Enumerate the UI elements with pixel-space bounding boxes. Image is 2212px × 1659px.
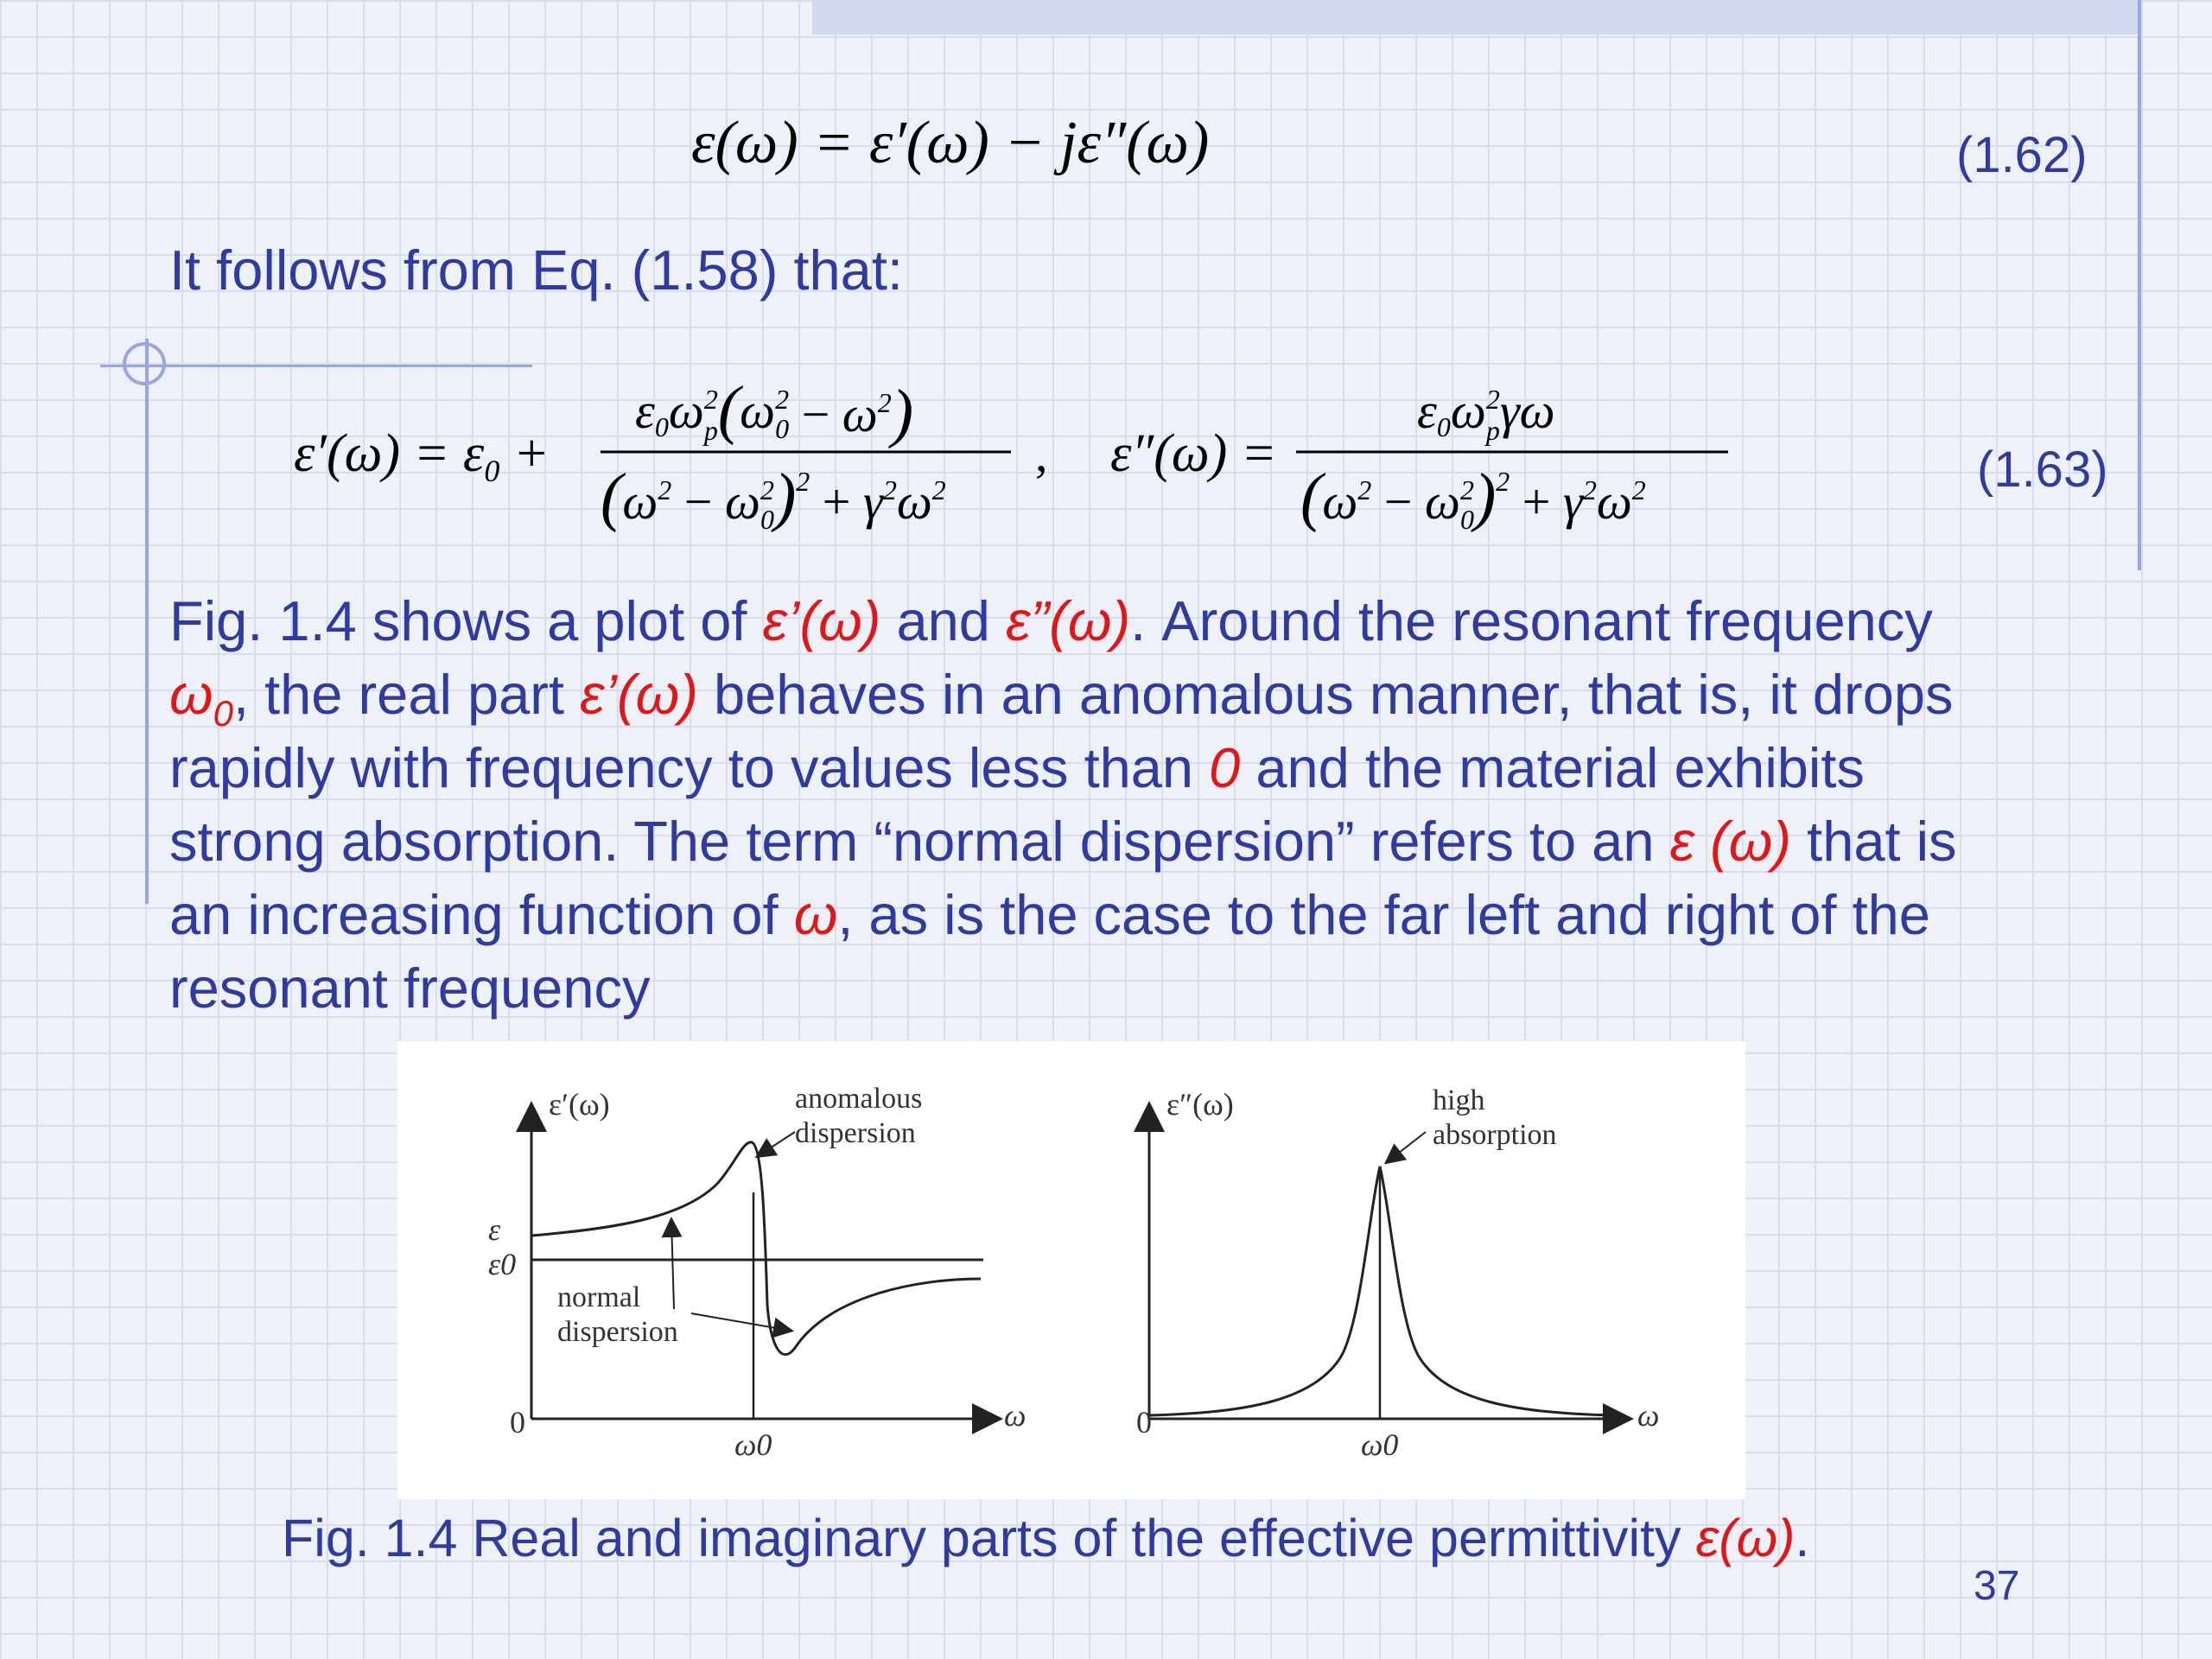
svg-text:(ω2 − ω20)2 + γ2ω2: ($\omega^2 - \omega^2$ $0)^2 + \gamma^2\omega^2$ <box>601 461 946 535</box>
svg-text:(ω2 − ω20)2 + γ2ω2: ($\omega^2 - \omega^2$ $0)^2 + \gamma^2\omega^2$ <box>1300 461 1646 535</box>
right-decor-line <box>2138 0 2141 570</box>
real-part-plot <box>467 1080 1071 1478</box>
text-run: that is <box>1791 810 1957 873</box>
x-axis-label: ω <box>1004 1398 1027 1433</box>
eps0-tick: ε0 <box>488 1247 517 1281</box>
equation-1-63 <box>294 350 1763 549</box>
eps-tick: ε <box>488 1212 501 1247</box>
page-number: 37 <box>1974 1563 2020 1609</box>
y-axis-label: ε″(ω) <box>1166 1087 1234 1122</box>
text-run: rapidly with frequency to values less than <box>169 736 1210 799</box>
equation-number-1-63: (1.63) <box>1977 442 2108 498</box>
math-term: ε (ω) <box>1669 810 1792 873</box>
normal-dispersion-label: dispersion <box>557 1316 678 1348</box>
math-term: ε”(ω) <box>1005 589 1131 652</box>
text-run: , the real part <box>232 663 581 726</box>
x-axis-label: ω <box>1637 1398 1660 1433</box>
math-term: ω <box>169 663 213 726</box>
paragraph-line <box>169 731 1865 804</box>
paragraph-line <box>169 951 650 1025</box>
text-run: an increasing function of <box>169 883 794 946</box>
y-axis-label: ε′(ω) <box>549 1087 610 1122</box>
omega0-tick: ω0 <box>1361 1427 1399 1462</box>
caption-text: . <box>1795 1509 1810 1567</box>
text-run: , as is the case to the far left and right of the <box>837 883 1930 946</box>
math-term: 0 <box>1209 736 1241 799</box>
absorption-label: absorption <box>1433 1119 1557 1151</box>
paragraph-line <box>169 878 1930 951</box>
svg-text:ε′(ω) = ε0 +: ε′(ω) = ε0 + <box>294 424 550 488</box>
paragraph-line <box>169 584 1933 658</box>
anomalous-arrow <box>758 1132 795 1156</box>
figure-caption <box>282 1502 1809 1575</box>
caption-math-term: ε(ω) <box>1695 1509 1796 1567</box>
svg-text:ε″(ω) =: ε″(ω) = <box>1110 424 1277 483</box>
text-run: and <box>880 589 1006 652</box>
math-term: ε’(ω) <box>762 589 881 652</box>
normal-dispersion-arrow-right <box>691 1313 791 1331</box>
high-absorption-arrow <box>1387 1132 1426 1162</box>
text-run: strong absorption. The term “normal dispersion” refers to an <box>169 810 1670 873</box>
math-subscript: 0 <box>213 693 233 734</box>
left-decor-line <box>145 339 149 904</box>
imaginary-part-plot <box>1115 1080 1719 1478</box>
math-term: ω <box>793 883 838 946</box>
svg-text:ε0ω2p(ω20 − ω2): $\varepsilon 0\omega^2$ $p(\omega^2$ $0 - \omega^2$) <box>635 373 914 449</box>
svg-text:ε0ω2pγω: $\varepsilon 0\omega^2$ pγω <box>1417 383 1555 446</box>
normal-dispersion-arrow-left <box>671 1220 674 1309</box>
origin-label: 0 <box>510 1405 525 1440</box>
crosshair-circle <box>123 342 166 385</box>
high-label: high <box>1433 1084 1485 1116</box>
normal-label: normal <box>557 1281 641 1313</box>
caption-text: Fig. 1.4 Real and imaginary parts of the effective permittivity <box>282 1509 1696 1567</box>
text-run: behaves in an anomalous manner, that is, it drops <box>697 663 1954 726</box>
intro-text: It follows from Eq. (1.58) that: <box>169 238 903 302</box>
top-decor-bar <box>812 0 2143 35</box>
text-run: resonant frequency <box>169 957 651 1020</box>
text-run: and the material exhibits <box>1240 736 1865 799</box>
equation-1-62: ε(ω) = ε′(ω) − jε″(ω) <box>691 110 1210 176</box>
text-run: . Around the resonant frequency <box>1130 589 1933 652</box>
svg-text:,: , <box>1035 426 1048 482</box>
math-term: ε’(ω) <box>580 663 698 726</box>
equation-number-1-62: (1.62) <box>1956 127 2088 183</box>
origin-label: 0 <box>1136 1405 1152 1440</box>
anomalous-label: anomalous <box>795 1083 923 1115</box>
text-run: Fig. 1.4 shows a plot of <box>169 589 763 652</box>
paragraph-line <box>169 804 1957 878</box>
anomalous-dispersion-label: dispersion <box>795 1117 916 1149</box>
omega0-tick: ω0 <box>734 1427 772 1462</box>
